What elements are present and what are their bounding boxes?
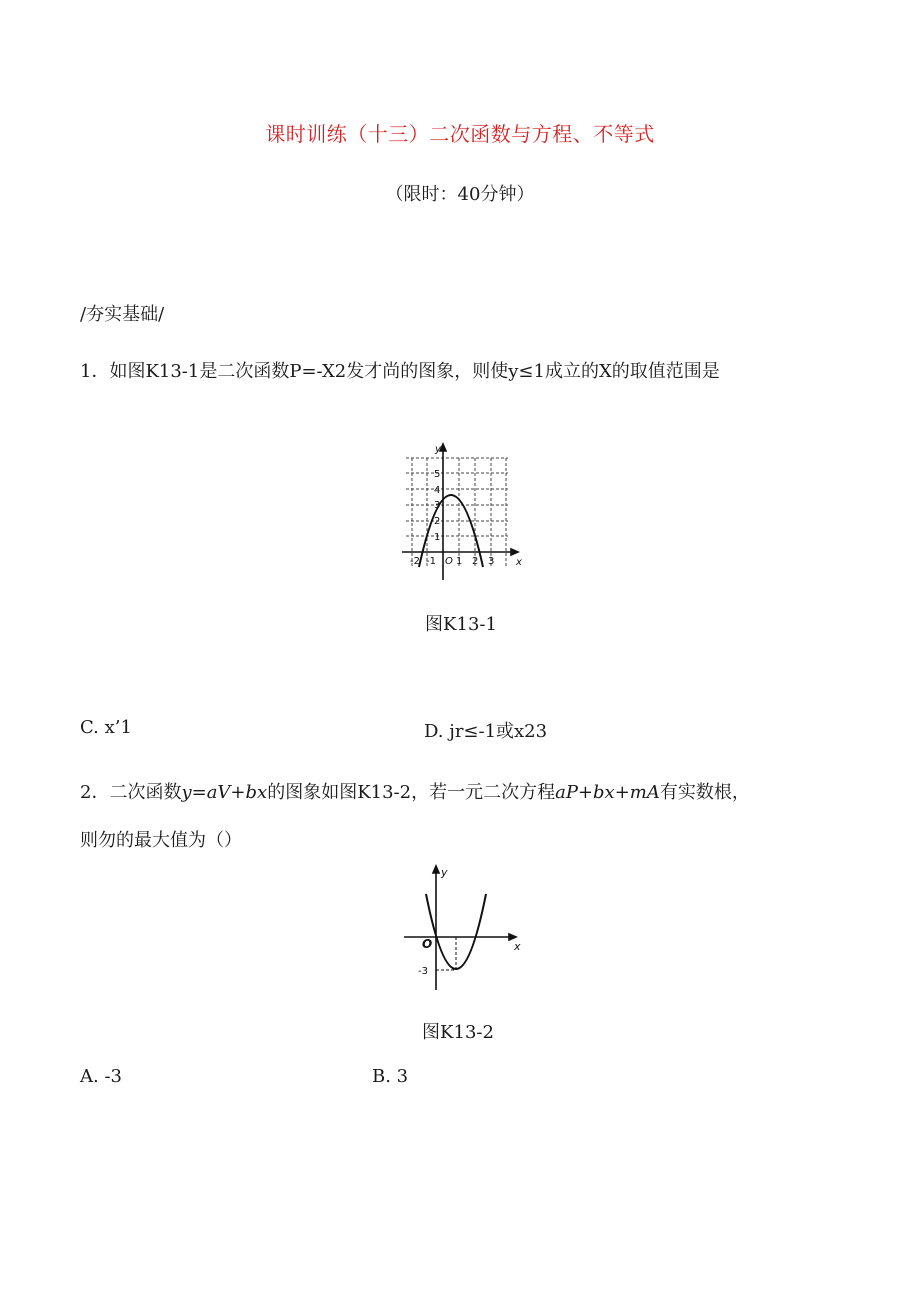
question-2-text-part: 2．二次函数 [80, 782, 182, 803]
x-tick-label: -2 [410, 556, 420, 567]
x-tick-label: 3 [488, 556, 495, 567]
y-tick-label: 5 [434, 469, 441, 480]
question-2-text [80, 778, 750, 804]
option-d: D. jr≤-1或x23 [424, 721, 548, 742]
y-tick-label: 4 [434, 485, 441, 496]
page-title: 课时训练（十三）二次函数与方程、不等式 [265, 122, 655, 146]
option-b: B. 3 [372, 1066, 409, 1087]
option-c: C. x’1 [80, 717, 132, 738]
question-1-text: 1．如图K13-1是二次函数P=-X2发才尚的图象，则使y≤1成立的X的取值范围是 [80, 361, 720, 382]
x-tick-label: 1 [456, 556, 463, 567]
x-tick-label: -1 [426, 556, 436, 567]
x-tick-label: 2 [472, 556, 479, 567]
question-2-text-part: 有实数根， [659, 782, 750, 803]
x-axis-arrow [511, 549, 518, 555]
figure-caption-k13-1: 图K13-1 [425, 614, 497, 635]
figure-caption-k13-2: 图K13-2 [422, 1022, 494, 1043]
origin-label: O [445, 556, 453, 567]
y-tick-label: 1 [434, 532, 441, 543]
y-tick-label: 2 [434, 516, 441, 527]
time-limit: （限时：40分钟） [385, 184, 535, 205]
y-axis-label: y [435, 444, 441, 455]
y-tick-label: 3 [434, 500, 441, 511]
y-tick-label: -3 [418, 966, 428, 977]
x-axis-label: x [514, 940, 521, 953]
question-2-text-line2: 则勿的最大值为（） [80, 830, 242, 851]
question-2-equation: aP+bx+mA [555, 782, 660, 803]
figure-k13-1 [400, 440, 525, 580]
origin-label: O [422, 937, 433, 951]
y-axis-arrow [433, 866, 439, 873]
option-a: A. -3 [80, 1066, 122, 1087]
x-axis-label: x [516, 557, 522, 568]
section-label: /夯实基础/ [80, 304, 165, 325]
question-2-text-part: 的图象如图K13-2，若一元二次方程 [267, 782, 556, 803]
y-axis-label: y [441, 866, 448, 879]
figure-k13-2 [398, 862, 523, 992]
question-2-function: y=aV+bx [181, 782, 268, 803]
